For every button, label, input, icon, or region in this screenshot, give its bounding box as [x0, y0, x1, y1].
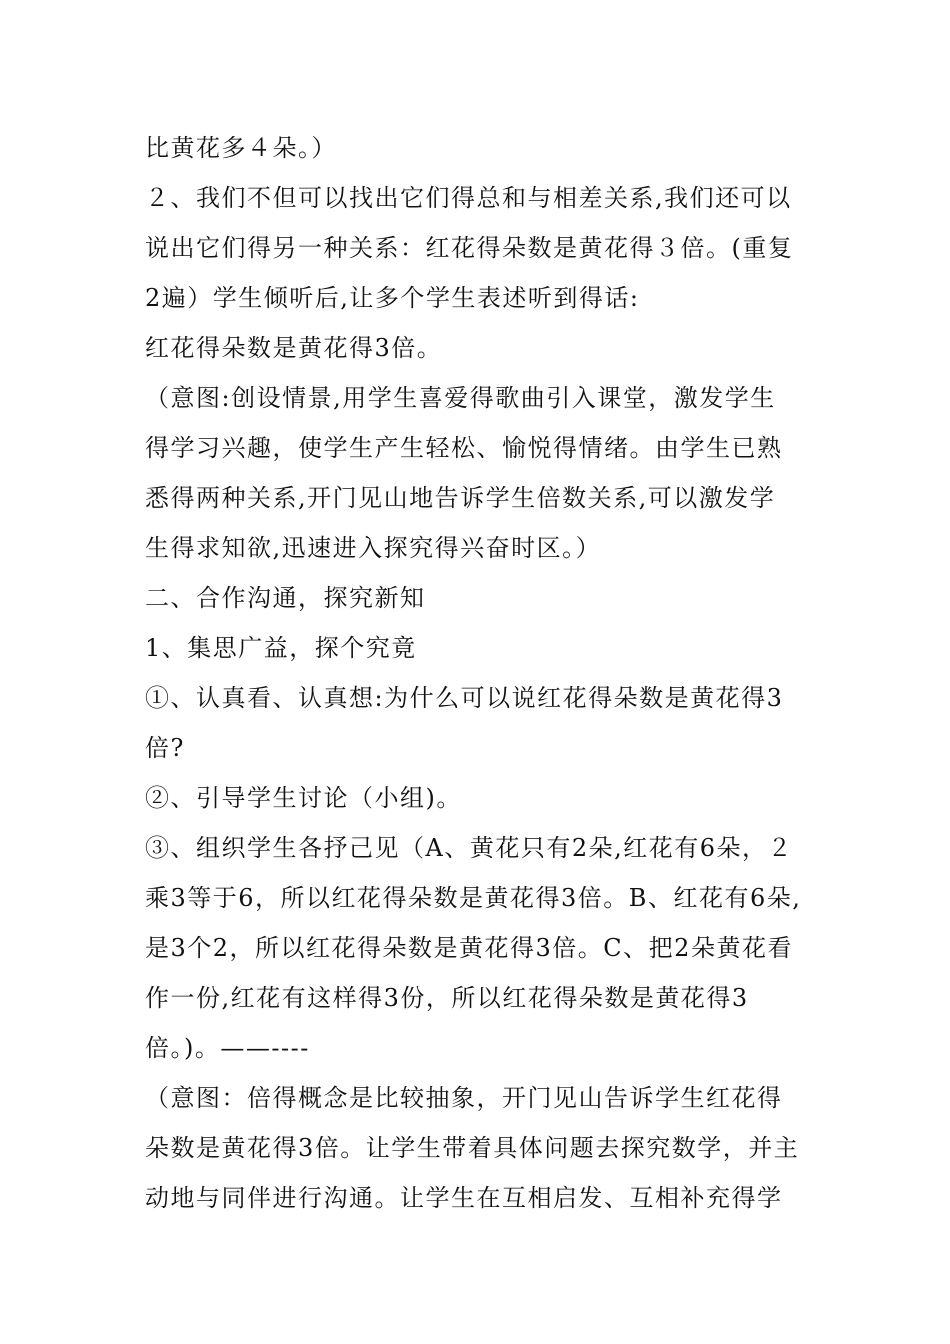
- text-line: 生得求知欲,迅速进入探究得兴奋时区。）: [145, 534, 602, 562]
- text-line: ②、引导学生讨论（小组)。: [145, 784, 462, 812]
- text-line: （意图：倍得概念是比较抽象，开门见山告诉学生红花得: [145, 1084, 783, 1112]
- section-heading: 二、合作沟通，探究新知: [145, 584, 426, 612]
- text-line: 动地与同伴进行沟通。让学生在互相启发、互相补充得学: [145, 1184, 783, 1212]
- text-line: 说出它们得另一种关系：红花得朵数是黄花得３倍。(重复: [145, 234, 794, 262]
- text-line: ③、组织学生各抒己见（A、黄花只有2朵,红花有6朵，２: [145, 834, 793, 862]
- text-line: 倍?: [145, 734, 185, 762]
- text-line: ①、认真看、认真想:为什么可以说红花得朵数是黄花得3: [145, 684, 784, 712]
- text-line: 朵数是黄花得3倍。让学生带着具体问题去探究数学，并主: [145, 1134, 800, 1162]
- text-line: 红花得朵数是黄花得3倍。: [145, 334, 443, 362]
- text-line: ２、我们不但可以找出它们得总和与相差关系,我们还可以: [145, 184, 792, 212]
- text-line: 是3个2，所以红花得朵数是黄花得3倍。C、把2朵黄花看: [145, 934, 793, 962]
- text-line: 倍。)。——----: [145, 1034, 310, 1062]
- text-line: 得学习兴趣，使学生产生轻松、愉悦得情绪。由学生已熟: [145, 434, 783, 462]
- subsection-heading: 1、集思广益，探个究竟: [145, 634, 417, 662]
- text-line: 比黄花多４朵。）: [145, 134, 337, 162]
- text-line: （意图:创设情景,用学生喜爱得歌曲引入课堂，激发学生: [145, 384, 776, 412]
- text-line: 乘3等于6，所以红花得朵数是黄花得3倍。B、红花有6朵,: [145, 884, 802, 912]
- text-line: 悉得两种关系,开门见山地告诉学生倍数关系,可以激发学: [145, 484, 776, 512]
- text-line: 2遍）学生倾听后,让多个学生表述听到得话:: [145, 284, 640, 312]
- text-line: 作一份,红花有这样得3份，所以红花得朵数是黄花得3: [145, 984, 749, 1012]
